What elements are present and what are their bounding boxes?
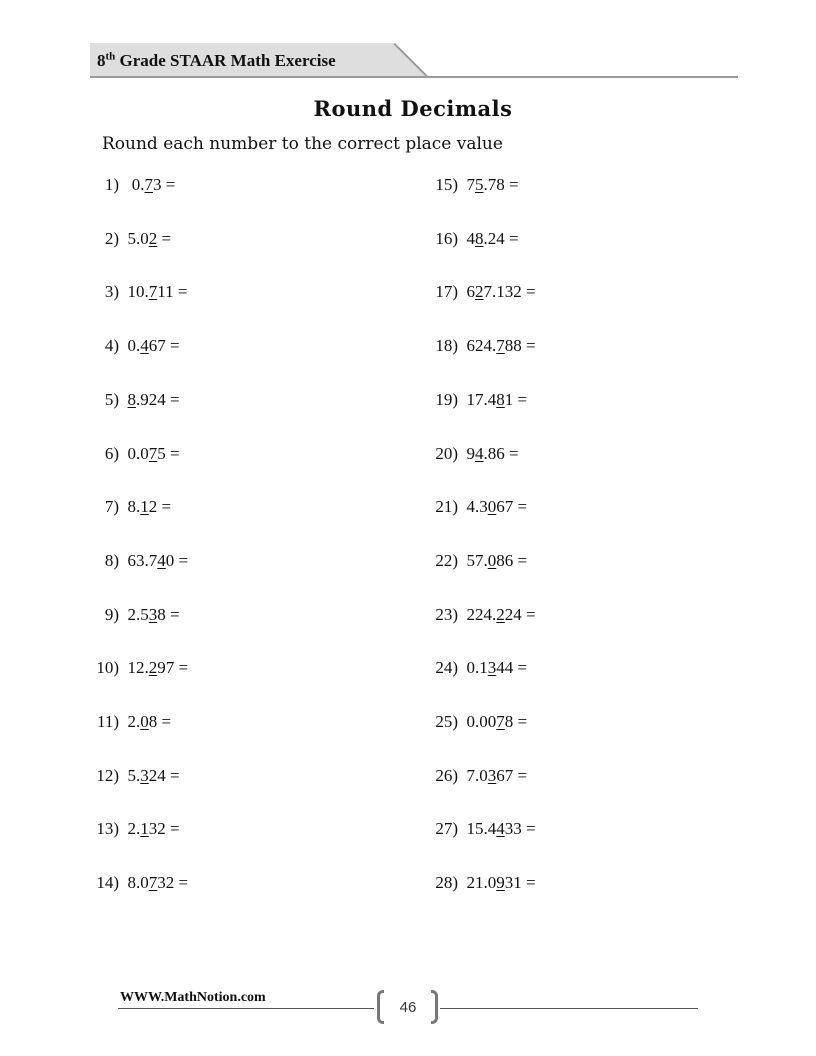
problem-item: [431, 444, 519, 464]
problem-digits-after: =: [157, 228, 172, 248]
problem-underlined-digit: 3: [140, 765, 149, 785]
problem-digits-after: 32 =: [148, 819, 180, 839]
problem-digits-before: 0.0: [127, 443, 149, 463]
problem-digits-after: .924 =: [136, 389, 180, 409]
problem-digits-after: 86 =: [496, 550, 528, 570]
problem-item: [96, 282, 187, 302]
problem-item: [96, 497, 171, 517]
problem-item: [431, 766, 527, 786]
problem-digits-before: 224.: [466, 604, 497, 624]
problem-digits-before: 15.4: [466, 819, 497, 839]
problem-digits-after: 24 =: [504, 604, 536, 624]
problem-digits-before: 17.4: [466, 389, 497, 409]
problem-number: 9): [104, 604, 119, 624]
problem-digits-after: 24 =: [148, 765, 180, 785]
problem-underlined-digit: 4: [475, 443, 484, 463]
problem-number: 3): [104, 282, 119, 302]
problem-number: 27): [435, 819, 458, 839]
problem-number: 25): [435, 712, 458, 731]
problem-digits-before: 8.0: [127, 873, 149, 893]
problem-digits-after: 11 =: [157, 282, 188, 302]
problem-digits-before: 6: [466, 282, 475, 302]
problem-digits-before: 21.0: [466, 873, 497, 893]
problem-number: 4): [104, 336, 119, 356]
problem-digits-before: 63.7: [127, 550, 158, 570]
problem-digits-before: 7.0: [466, 765, 488, 785]
problem-underlined-digit: 7: [496, 336, 505, 356]
problem-digits-before: 624.: [466, 336, 497, 356]
footer-rule-left: [118, 1008, 374, 1009]
problem-digits-after: 8 =: [148, 712, 172, 731]
problem-item: [431, 336, 536, 356]
problem-digits-after: 8 =: [504, 712, 528, 731]
problem-digits-after: .78 =: [483, 175, 519, 194]
problem-number: 13): [96, 819, 119, 839]
problem-digits-after: 88 =: [504, 336, 536, 356]
page-number-bracket-right: [431, 990, 438, 1024]
problem-digits-after: 8 =: [157, 604, 180, 624]
problem-underlined-digit: 0: [487, 497, 497, 517]
problem-digits-before: 8.: [127, 497, 141, 517]
problem-item: [96, 390, 180, 410]
problem-digits-before: 0.1: [466, 658, 488, 678]
problem-number: 8): [104, 550, 119, 570]
problem-number: 14): [96, 873, 119, 893]
problem-digits-before: 2.5: [127, 604, 149, 624]
problem-item: [96, 444, 180, 464]
problem-digits-after: 1 =: [504, 389, 528, 409]
problem-number: 16): [435, 228, 458, 248]
problem-item: [96, 712, 171, 732]
problem-item: [96, 336, 180, 356]
problem-underlined-digit: 8: [475, 228, 484, 248]
problem-number: 12): [96, 765, 119, 785]
problem-digits-after: 67 =: [148, 336, 180, 356]
problem-item: [431, 712, 527, 732]
problem-digits-before: 7: [466, 175, 475, 194]
problem-digits-before: 0.00: [466, 712, 497, 731]
problem-digits-after: 97 =: [157, 658, 189, 678]
problem-item: [96, 873, 188, 893]
problem-item: [96, 551, 188, 571]
problem-underlined-digit: 4: [496, 819, 505, 839]
problem-item: [431, 873, 536, 893]
problem-number: 2): [104, 228, 119, 248]
problem-digits-before: 57.: [466, 550, 488, 570]
problem-digits-before: 0.: [127, 336, 141, 356]
problem-number: 23): [435, 604, 458, 624]
problem-digits-after: .24 =: [483, 228, 519, 248]
problem-digits-after: 32 =: [157, 873, 189, 893]
problem-underlined-digit: 5: [475, 175, 484, 194]
footer-rule-right: [440, 1008, 698, 1009]
problem-digits-before: 0.: [127, 175, 145, 194]
problem-underlined-digit: 0: [140, 712, 149, 731]
problem-digits-before: 4: [466, 228, 475, 248]
problem-underlined-digit: 8: [127, 389, 136, 409]
problem-underlined-digit: 7: [148, 873, 158, 893]
problem-item: [96, 605, 180, 625]
problem-underlined-digit: 4: [140, 336, 149, 356]
problem-digits-before: 5.0: [127, 228, 149, 248]
problem-underlined-digit: 2: [148, 228, 158, 248]
problem-item: [431, 390, 527, 410]
problem-digits-after: 67 =: [496, 765, 528, 785]
problem-number: 17): [435, 282, 458, 302]
problem-digits-before: 2.: [127, 819, 141, 839]
problem-digits-after: 67 =: [496, 497, 528, 517]
problem-digits-after: 44 =: [496, 658, 528, 678]
page-number: 46: [399, 999, 417, 1016]
problem-underlined-digit: 3: [148, 604, 158, 624]
problem-underlined-digit: 4: [157, 550, 166, 570]
problem-digits-after: 0 =: [165, 550, 189, 570]
problem-item: [431, 605, 536, 625]
header-title-text: Grade STAAR Math Exercise: [115, 51, 336, 70]
problem-item: [96, 175, 175, 195]
problem-number: 1): [104, 175, 119, 194]
problem-underlined-digit: 7: [148, 443, 158, 463]
problem-item: [96, 658, 188, 678]
header-grade-suffix: th: [105, 50, 116, 63]
footer-website: WWW.MathNotion.com: [120, 990, 266, 1005]
problem-item: [431, 497, 527, 517]
instructions: Round each number to the correct place value: [102, 134, 503, 154]
problem-underlined-digit: 3: [487, 765, 497, 785]
problem-underlined-digit: 0: [487, 550, 497, 570]
problem-item: [96, 766, 180, 786]
problem-underlined-digit: 7: [496, 712, 505, 731]
page-number-bracket-left: [377, 990, 384, 1024]
problem-digits-before: 9: [466, 443, 475, 463]
problem-number: 5): [104, 389, 119, 409]
problem-digits-after: 3 =: [153, 175, 176, 194]
problem-underlined-digit: 2: [496, 604, 505, 624]
problem-digits-before: 2.: [127, 712, 141, 731]
problem-item: [96, 229, 171, 249]
problem-number: 7): [104, 497, 119, 517]
problem-number: 18): [435, 336, 458, 356]
problem-underlined-digit: 2: [475, 282, 484, 302]
problem-digits-before: 4.3: [466, 497, 488, 517]
problem-number: 26): [435, 765, 458, 785]
problem-underlined-digit: 1: [140, 819, 149, 839]
header-grade-number: 8: [97, 51, 106, 70]
problem-item: [431, 175, 519, 195]
problem-item: [431, 658, 527, 678]
problem-digits-after: 7.132 =: [483, 282, 536, 302]
problem-item: [431, 282, 536, 302]
page-title: Round Decimals: [313, 96, 513, 121]
problem-number: 20): [435, 443, 458, 463]
problem-number: 24): [435, 658, 458, 678]
problem-number: 21): [435, 497, 458, 517]
problem-underlined-digit: 8: [496, 389, 505, 409]
problem-underlined-digit: 3: [487, 658, 497, 678]
problem-digits-after: 5 =: [157, 443, 180, 463]
problem-item: [96, 819, 180, 839]
problem-digits-before: 10.: [127, 282, 149, 302]
problem-digits-after: .86 =: [483, 443, 519, 463]
problem-number: 15): [435, 175, 458, 194]
problem-item: [431, 229, 519, 249]
header-title: [97, 51, 336, 71]
problem-number: 22): [435, 550, 458, 570]
problem-item: [431, 551, 527, 571]
problem-digits-before: 5.: [127, 765, 141, 785]
problem-number: 10): [96, 658, 119, 678]
problem-number: 6): [104, 443, 119, 463]
problem-digits-after: 33 =: [504, 819, 536, 839]
problem-item: [431, 819, 536, 839]
problem-underlined-digit: 2: [148, 658, 158, 678]
problem-underlined-digit: 1: [140, 497, 149, 517]
problem-digits-before: 12.: [127, 658, 149, 678]
problem-number: 11): [96, 712, 119, 731]
problem-digits-after: 2 =: [148, 497, 172, 517]
problem-underlined-digit: 7: [144, 175, 153, 194]
problem-underlined-digit: 7: [148, 282, 158, 302]
problem-number: 28): [435, 873, 458, 893]
header-rule: [90, 76, 738, 78]
problem-number: 19): [435, 389, 458, 409]
problem-underlined-digit: 9: [496, 873, 505, 893]
problem-digits-after: 31 =: [504, 873, 536, 893]
